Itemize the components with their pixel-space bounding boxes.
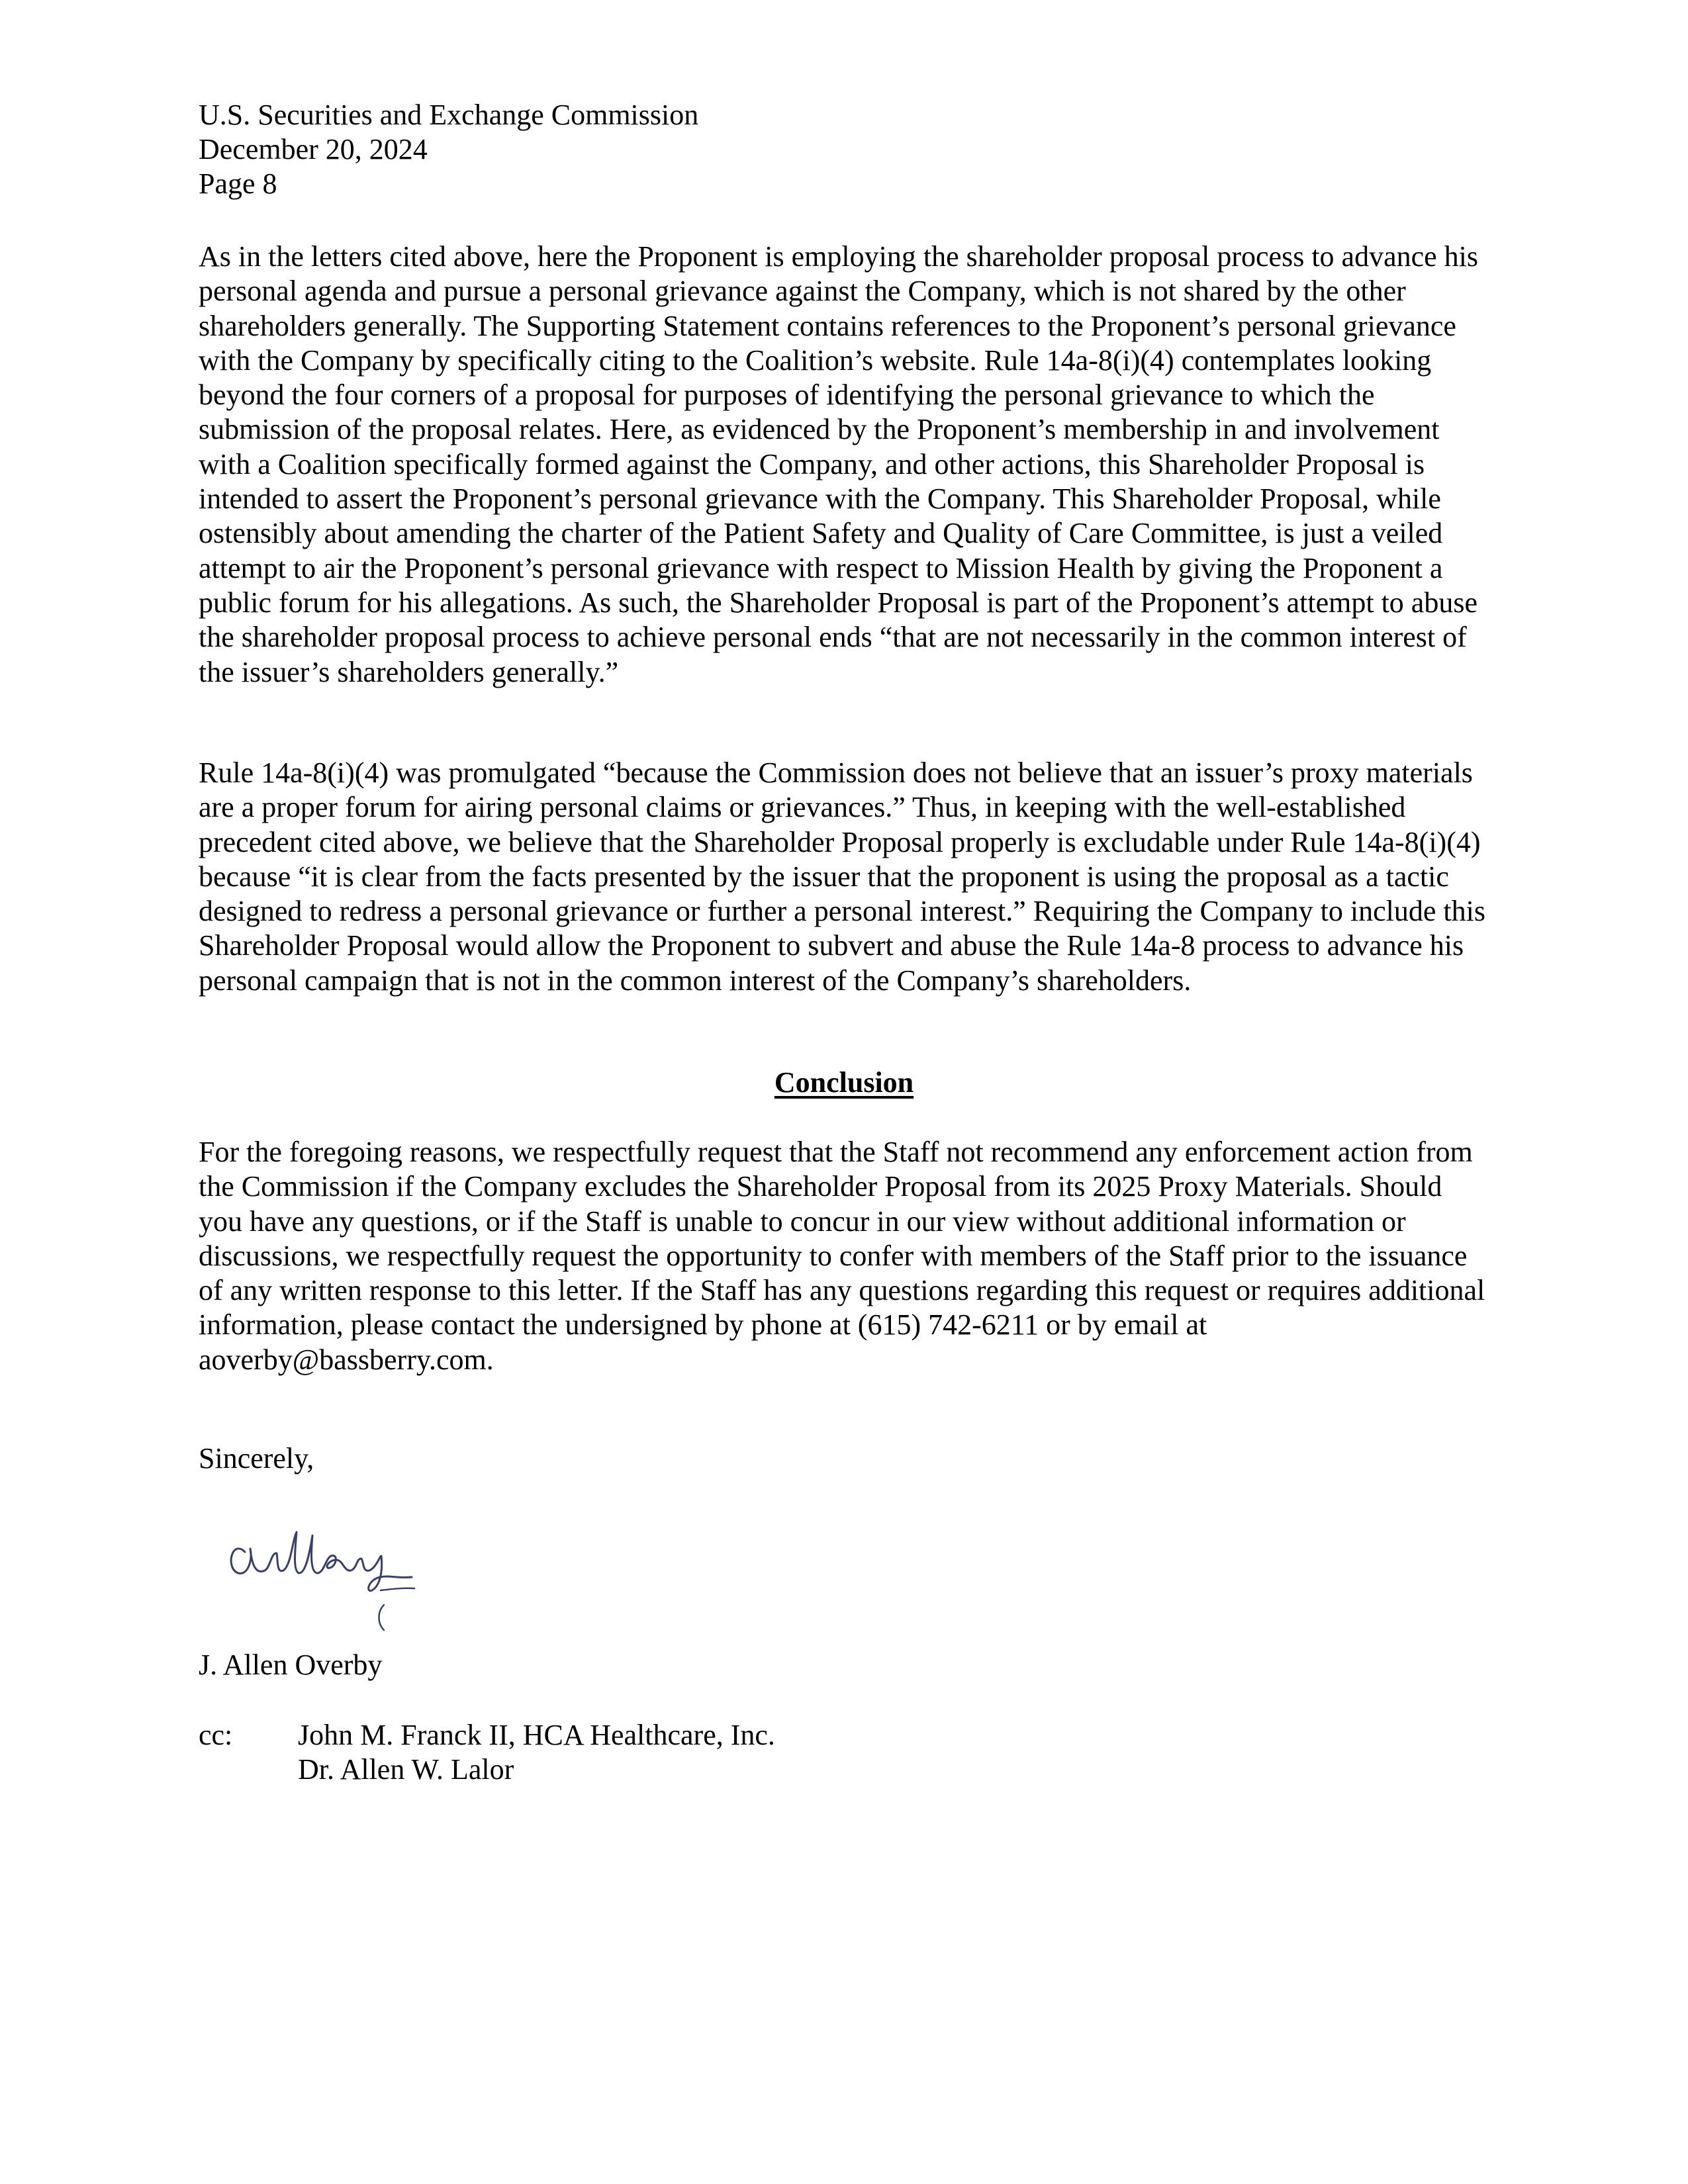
recipient-line: U.S. Securities and Exchange Commission bbox=[199, 99, 699, 131]
cc-recipient: Dr. Allen W. Lalor bbox=[298, 1753, 514, 1786]
date-line: December 20, 2024 bbox=[199, 133, 428, 165]
body-paragraph-3: For the foregoing reasons, we respectfully request that the Staff not recommend any enforcement action from the Commission if the Company excludes the Shareholder Proposal from its 2025 Proxy Materials. Should you have any questions, or if the Staff is unable to concur in our view without additional information or discussions, we respectfully request the opportunity to confer with members of the Staff prior to the issuance of any written response to this letter. If the Staff has any questions regarding this request or requires additional information, please contact the undersigned by phone at (615) 742-6211 or by email at aoverby@bassberry.com. bbox=[199, 1136, 1485, 1376]
body-paragraph-1: As in the letters cited above, here the Proponent is employing the shareholder proposal process to advance his personal agenda and pursue a personal grievance against the Company, which is not shared by the other shareholders generally. The Supporting Statement contains references to the Proponent’s personal grievance with the Company by specifically citing to the Coalition’s website. Rule 14a-8(i)(4) contemplates looking beyond the four corners of a proposal for purposes of identifying the personal grievance to which the submission of the proposal relates. Here, as evidenced by the Proponent’s membership in and involvement with a Coalition specifically formed against the Company, and other actions, this Shareholder Proposal is intended to assert the Proponent’s personal grievance with the Company. This Shareholder Proposal, while ostensibly about amending the charter of the Patient Safety and Quality of Care Committee, is just a veiled attempt to air the Proponent’s personal grievance with respect to Mission Health by giving the Proponent a public forum for his allegations. As such, the Shareholder Proposal is part of the Proponent’s attempt to abuse the shareholder proposal process to achieve personal ends “that are not necessarily in the common interest of the issuer’s shareholders generally.” bbox=[199, 240, 1479, 688]
conclusion-heading: Conclusion bbox=[774, 1066, 914, 1099]
valediction: Sincerely, bbox=[199, 1442, 314, 1475]
cc-recipient: John M. Franck II, HCA Healthcare, Inc. bbox=[298, 1719, 775, 1751]
letter-header bbox=[199, 98, 1489, 201]
signer-name: J. Allen Overby bbox=[199, 1649, 383, 1681]
handwritten-signature bbox=[218, 1512, 430, 1635]
page-number: Page 8 bbox=[199, 167, 277, 200]
body-paragraph-2: Rule 14a-8(i)(4) was promulgated “because the Commission does not believe that an issuer’s proxy materials are a proper forum for airing personal claims or grievances.” Thus, in keeping with the well-established precedent cited above, we believe that the Shareholder Proposal properly is excludable under Rule 14a-8(i)(4) because “it is clear from the facts presented by the issuer that the proponent is using the proposal as a tactic designed to redress a personal grievance or further a personal interest.” Requiring the Company to include this Shareholder Proposal would allow the Proponent to subvert and abuse the Rule 14a-8 process to advance his personal campaign that is not in the common interest of the Company’s shareholders. bbox=[199, 756, 1485, 997]
cc-recipient-list bbox=[298, 1718, 1092, 1787]
cc-label: cc: bbox=[199, 1719, 233, 1751]
